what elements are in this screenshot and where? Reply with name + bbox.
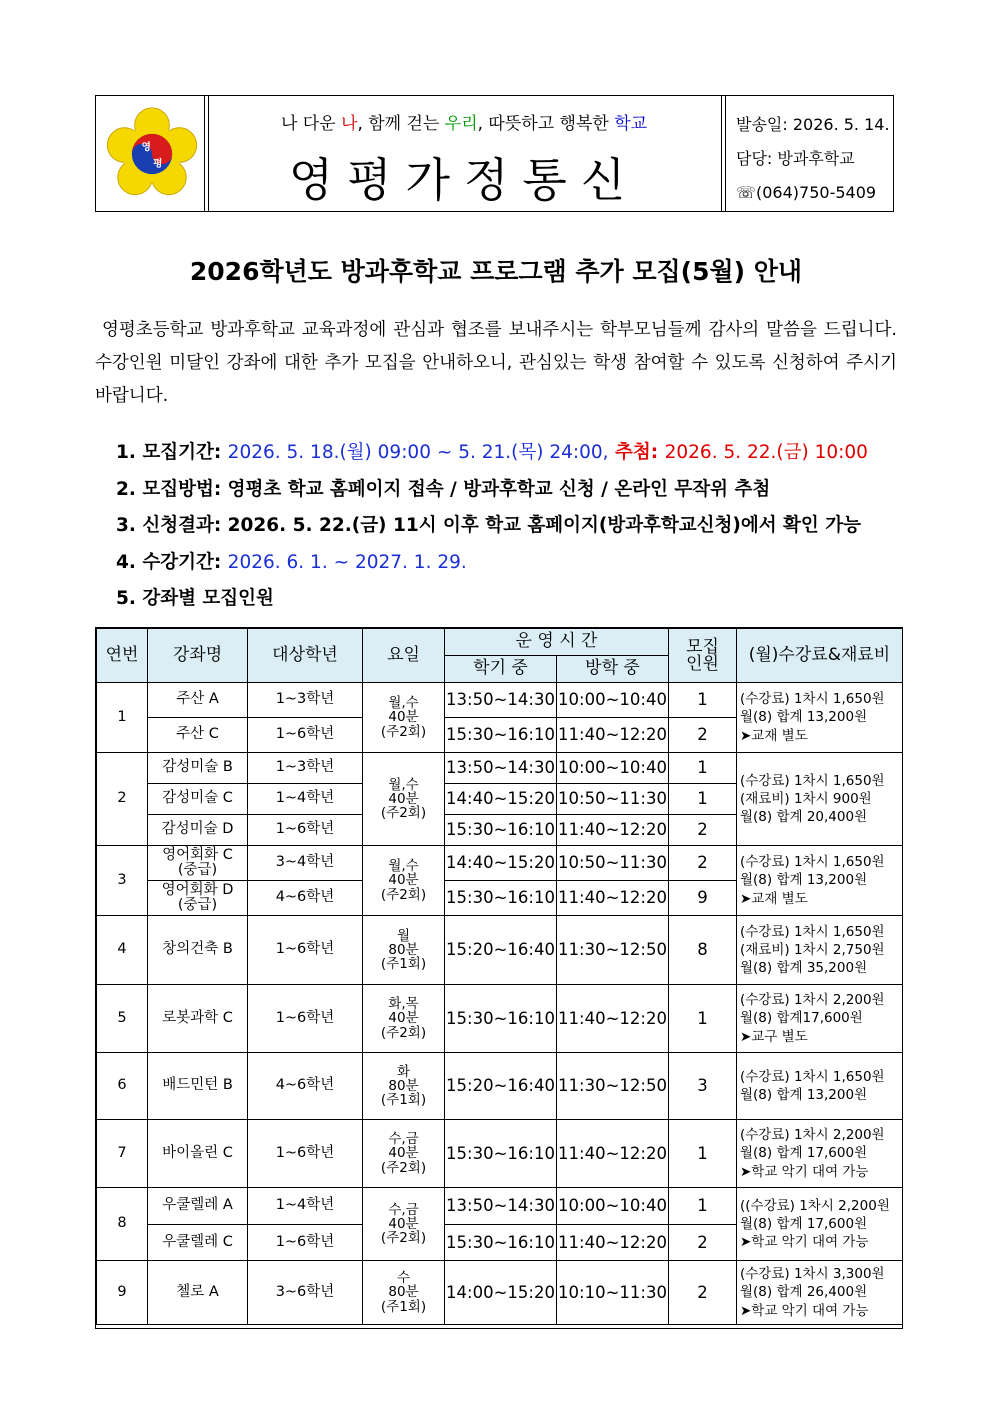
cell-vacation-time: 11:40~12:20 — [557, 985, 669, 1053]
logo-text-top: 영 — [141, 141, 151, 153]
table-row — [97, 1120, 903, 1188]
header-count: 모집 인원 — [669, 629, 737, 683]
cell-grade: 1~6학년 — [248, 1225, 363, 1261]
cell-count: 2 — [669, 1261, 737, 1325]
logo-text-bottom: 평 — [153, 157, 163, 169]
cell-no: 5 — [97, 985, 148, 1053]
cell-no: 3 — [97, 846, 148, 916]
cell-grade: 3~6학년 — [248, 1261, 363, 1325]
cell-no: 9 — [97, 1261, 148, 1325]
cell-course-name: 바이올린 C — [148, 1120, 248, 1188]
cell-vacation-time: 10:50~11:30 — [557, 846, 669, 881]
cell-fee: (수강료) 1차시 1,650원 (재료비) 1차시 900원 월(8) 합계 20,400원 — [737, 753, 903, 846]
cell-grade: 1~4학년 — [248, 784, 363, 815]
cell-course-name: 감성미술 B — [148, 753, 248, 784]
table-row — [97, 846, 903, 881]
cell-term-time: 15:30~16:10 — [445, 985, 557, 1053]
table-row — [97, 753, 903, 784]
newsletter-header — [95, 95, 894, 212]
cell-course-name: 주산 C — [148, 718, 248, 753]
info-list — [116, 435, 868, 618]
intro-paragraph: 영평초등학교 방과후학교 교육과정에 관심과 협조를 보내주시는 학부모님들께 감사의 말씀을 드립니다. 수강인원 미달인 강좌에 대한 추가 모집을 안내하오니, 관심있는 학생 참여할 수 있도록 신청하여 주시기 바랍니다. — [95, 320, 897, 406]
cell-vacation-time: 11:40~12:20 — [557, 1225, 669, 1261]
course-rows — [97, 683, 903, 1325]
cell-vacation-time: 11:40~12:20 — [557, 718, 669, 753]
cell-grade: 1~3학년 — [248, 683, 363, 718]
school-emblem-icon — [104, 106, 200, 202]
cell-day: 화 80분 (주1회) — [363, 1053, 445, 1120]
cell-grade: 4~6학년 — [248, 881, 363, 916]
cell-grade: 1~6학년 — [248, 985, 363, 1053]
cell-no: 7 — [97, 1120, 148, 1188]
cell-term-time: 13:50~14:30 — [445, 1188, 557, 1225]
cell-fee: (수강료) 1차시 3,300원 월(8) 합계 26,400원 ➤학교 악기 대여 가능 — [737, 1261, 903, 1325]
cell-course-name: 로봇과학 C — [148, 985, 248, 1053]
cell-course-name: 영어회화 D (중급) — [148, 881, 248, 916]
cell-term-time: 15:20~16:40 — [445, 1053, 557, 1120]
cell-vacation-time: 10:00~10:40 — [557, 1188, 669, 1225]
cell-term-time: 14:40~15:20 — [445, 846, 557, 881]
cell-course-name: 감성미술 D — [148, 815, 248, 846]
header-no: 연번 — [97, 629, 148, 683]
cell-course-name: 창의건축 B — [148, 916, 248, 985]
send-date: 발송일: 2026. 5. 14. — [736, 115, 890, 134]
table-row — [97, 1053, 903, 1120]
info-item-period: 1. 모집기간: 2026. 5. 18.(월) 09:00 ~ 5. 21.(목) 24:00, 추첨: 2026. 5. 22.(금) 10:00 — [116, 442, 868, 463]
cell-course-name: 주산 A — [148, 683, 248, 718]
cell-grade: 1~6학년 — [248, 718, 363, 753]
cell-fee: (수강료) 1차시 2,200원 월(8) 합계17,600원 ➤교구 별도 — [737, 985, 903, 1053]
header-vacation: 방학 중 — [557, 656, 669, 683]
cell-count: 2 — [669, 718, 737, 753]
cell-vacation-time: 10:50~11:30 — [557, 784, 669, 815]
cell-vacation-time: 11:30~12:50 — [557, 1053, 669, 1120]
cell-count: 9 — [669, 881, 737, 916]
cell-vacation-time: 10:10~11:30 — [557, 1261, 669, 1325]
header-fee: (월)수강료&재료비 — [737, 629, 903, 683]
cell-term-time: 14:40~15:20 — [445, 784, 557, 815]
school-logo — [96, 96, 209, 211]
cell-count: 1 — [669, 784, 737, 815]
cell-term-time: 15:20~16:40 — [445, 916, 557, 985]
cell-fee: ((수강료) 1차시 2,200원 월(8) 합계 17,600원 ➤학교 악기 대여 가능 — [737, 1188, 903, 1261]
cell-term-time: 15:30~16:10 — [445, 881, 557, 916]
cell-grade: 1~6학년 — [248, 916, 363, 985]
cell-fee: (수강료) 1차시 2,200원 월(8) 합계 17,600원 ➤학교 악기 대여 가능 — [737, 1120, 903, 1188]
cell-count: 2 — [669, 846, 737, 881]
cell-no: 2 — [97, 753, 148, 846]
cell-day: 수,금 40분 (주2회) — [363, 1120, 445, 1188]
cell-day: 월 80분 (주1회) — [363, 916, 445, 985]
cell-no: 4 — [97, 916, 148, 985]
header-day: 요일 — [363, 629, 445, 683]
cell-no: 1 — [97, 683, 148, 753]
header-center — [209, 96, 725, 211]
cell-grade: 1~3학년 — [248, 753, 363, 784]
cell-vacation-time: 11:30~12:50 — [557, 916, 669, 985]
cell-grade: 4~6학년 — [248, 1053, 363, 1120]
cell-term-time: 15:30~16:10 — [445, 1225, 557, 1261]
cell-grade: 1~4학년 — [248, 1188, 363, 1225]
table-row — [97, 985, 903, 1053]
cell-term-time: 13:50~14:30 — [445, 683, 557, 718]
cell-fee: (수강료) 1차시 1,650원 월(8) 합계 13,200원 — [737, 1053, 903, 1120]
cell-fee: (수강료) 1차시 1,650원 (재료비) 1차시 2,750원 월(8) 합계 35,200원 — [737, 916, 903, 985]
cell-course-name: 감성미술 C — [148, 784, 248, 815]
table-row — [97, 683, 903, 718]
phone-number: ☏(064)750-5409 — [736, 183, 877, 202]
cell-day: 월,수 40분 (주2회) — [363, 846, 445, 916]
newsletter-title: 영평가정통신 — [288, 153, 640, 207]
cell-term-time: 15:30~16:10 — [445, 815, 557, 846]
cell-course-name: 배드민턴 B — [148, 1053, 248, 1120]
cell-count: 1 — [669, 985, 737, 1053]
header-grade: 대상학년 — [248, 629, 363, 683]
cell-day: 수 80분 (주1회) — [363, 1261, 445, 1325]
cell-no: 8 — [97, 1188, 148, 1261]
cell-vacation-time: 10:00~10:40 — [557, 753, 669, 784]
header-operating-time: 운 영 시 간 — [445, 629, 669, 656]
cell-course-name: 우쿨렐레 C — [148, 1225, 248, 1261]
course-table — [96, 628, 903, 1325]
cell-count: 1 — [669, 753, 737, 784]
manager: 담당: 방과후학교 — [736, 149, 855, 168]
header-course-name: 강좌명 — [148, 629, 248, 683]
cell-term-time: 14:00~15:20 — [445, 1261, 557, 1325]
cell-term-time: 15:30~16:10 — [445, 718, 557, 753]
cell-fee: (수강료) 1차시 1,650원 월(8) 합계 13,200원 ➤교재 별도 — [737, 683, 903, 753]
info-item-result: 3. 신청결과: 2026. 5. 22.(금) 11시 이후 학교 홈페이지(방과후학교신청)에서 확인 가능 — [116, 515, 861, 536]
cell-grade: 1~6학년 — [248, 815, 363, 846]
document-title: 2026학년도 방과후학교 프로그램 추가 모집(5월) 안내 — [189, 257, 803, 286]
cell-vacation-time: 11:40~12:20 — [557, 881, 669, 916]
cell-vacation-time: 11:40~12:20 — [557, 1120, 669, 1188]
header-term: 학기 중 — [445, 656, 557, 683]
cell-course-name: 우쿨렐레 A — [148, 1188, 248, 1225]
cell-course-name: 첼로 A — [148, 1261, 248, 1325]
info-item-recruit-count: 5. 강좌별 모집인원 — [116, 588, 274, 609]
table-row — [97, 1188, 903, 1225]
cell-day: 화,목 40분 (주2회) — [363, 985, 445, 1053]
cell-vacation-time: 10:00~10:40 — [557, 683, 669, 718]
school-slogan: 나 다운 나, 함께 걷는 우리, 따뜻하고 행복한 학교 — [280, 114, 648, 134]
cell-count: 2 — [669, 1225, 737, 1261]
cell-grade: 1~6학년 — [248, 1120, 363, 1188]
cell-vacation-time: 11:40~12:20 — [557, 815, 669, 846]
info-item-method: 2. 모집방법: 영평초 학교 홈페이지 접속 / 방과후학교 신청 / 온라인 무작위 추첨 — [116, 478, 771, 500]
cell-course-name: 영어회화 C (중급) — [148, 846, 248, 881]
cell-day: 수,금 40분 (주2회) — [363, 1188, 445, 1261]
info-item-course-period: 4. 수강기간: 2026. 6. 1. ~ 2027. 1. 29. — [116, 551, 467, 573]
cell-fee: (수강료) 1차시 1,650원 월(8) 합계 13,200원 ➤교재 별도 — [737, 846, 903, 916]
table-row — [97, 1261, 903, 1325]
cell-no: 6 — [97, 1053, 148, 1120]
cell-count: 2 — [669, 815, 737, 846]
cell-day: 월,수 40분 (주2회) — [363, 753, 445, 846]
cell-count: 1 — [669, 1188, 737, 1225]
cell-term-time: 15:30~16:10 — [445, 1120, 557, 1188]
header-meta — [725, 96, 893, 211]
cell-day: 월,수 40분 (주2회) — [363, 683, 445, 753]
cell-count: 1 — [669, 1120, 737, 1188]
cell-count: 1 — [669, 683, 737, 718]
cell-count: 8 — [669, 916, 737, 985]
cell-grade: 3~4학년 — [248, 846, 363, 881]
cell-term-time: 13:50~14:30 — [445, 753, 557, 784]
table-row — [97, 916, 903, 985]
cell-count: 3 — [669, 1053, 737, 1120]
